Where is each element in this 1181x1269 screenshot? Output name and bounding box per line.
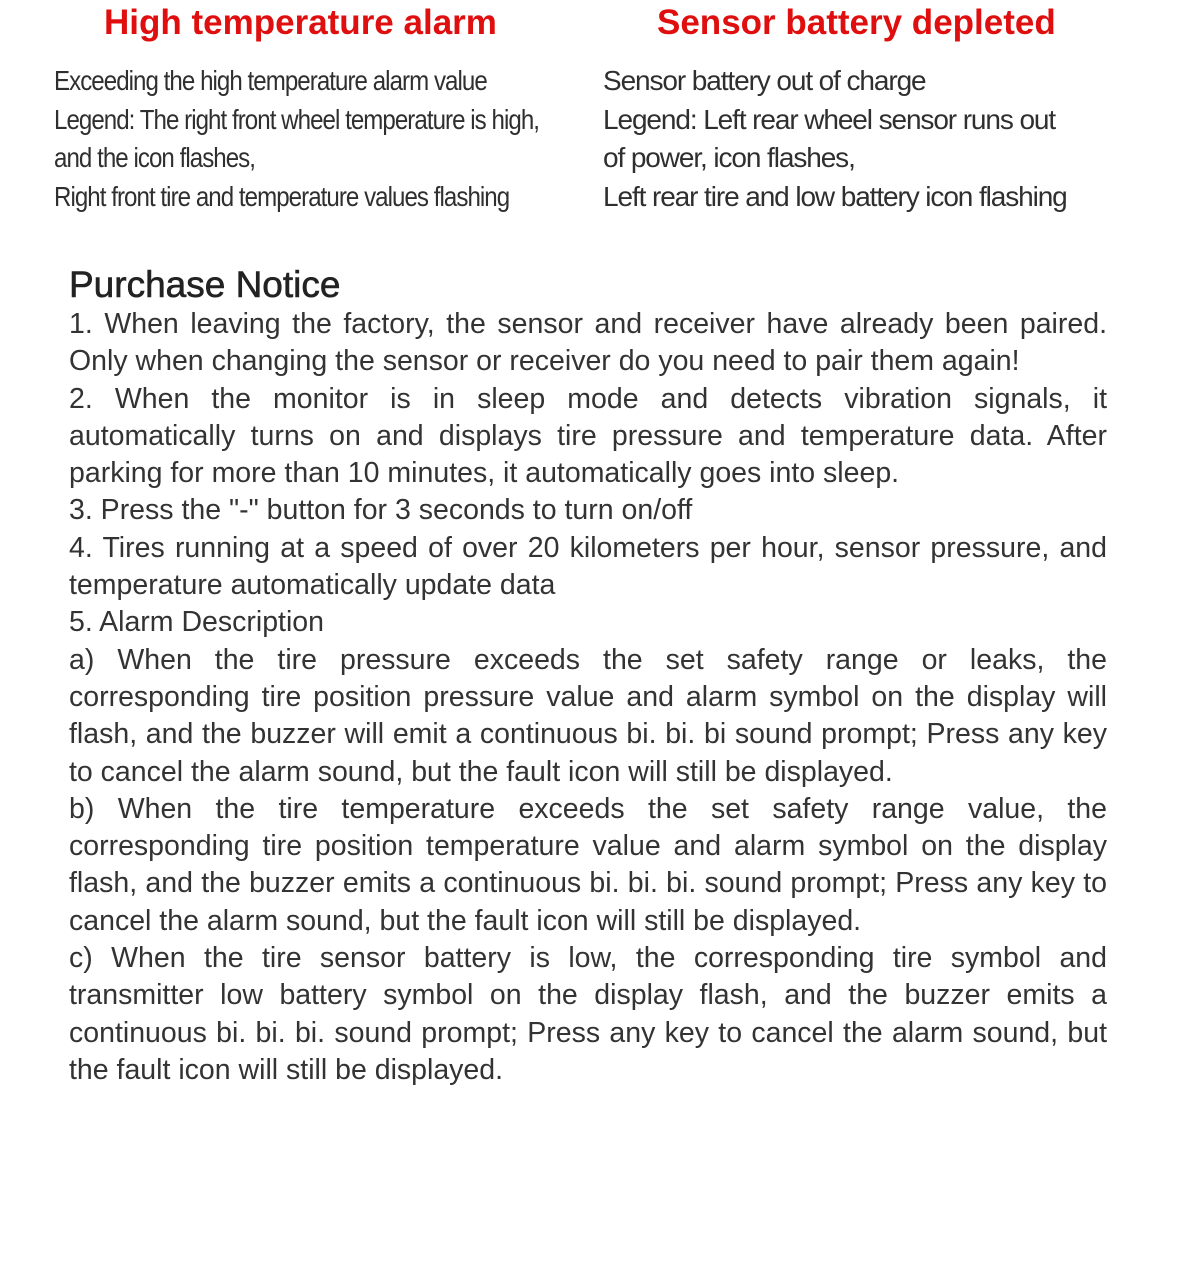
alarm-description-line: Exceeding the high temperature alarm value (54, 65, 487, 96)
alarm-legend-section (0, 0, 1181, 230)
sensor-battery-alarm-title: Sensor battery depleted (657, 3, 1056, 42)
alarm-description-line: Left rear tire and low battery icon flashing (603, 180, 1067, 212)
notice-item-temperature-alarm: b) When the tire temperature exceeds the set safety range value, the corresponding tire position temperature value and alarm symbol on the display flash, and the buzzer emits a continuous bi. bi. bi. sound prompt; Press any key to cancel the alarm sound, but the fault icon will still be displayed. (69, 792, 1107, 937)
notice-item-pressure-alarm: a) When the tire pressure exceeds the set safety range or leaks, the corresponding tire position pressure value and alarm symbol on the display will flash, and the buzzer will emit a continuous bi. bi. bi sound prompt; Press any key to cancel the alarm sound, but the fault icon will still be displayed. (69, 643, 1107, 788)
sensor-battery-alarm-column (603, 0, 1163, 216)
high-temperature-alarm-title: High temperature alarm (104, 3, 497, 42)
sensor-battery-alarm-description (603, 62, 1163, 216)
alarm-description-line: Legend: The right front wheel temperature is high, (54, 103, 540, 135)
notice-item-battery-alarm: c) When the tire sensor battery is low, the corresponding tire symbol and transmitter low battery symbol on the display flash, and the buzzer emits a continuous bi. bi. bi. sound prompt; Press any key to cancel the alarm sound, but the fault icon will still be displayed. (69, 942, 1107, 1086)
notice-item-alarm-description: 5. Alarm Description (69, 606, 325, 639)
alarm-description-line: Sensor battery out of charge (603, 65, 926, 96)
alarm-description-line: Legend: Left rear wheel sensor runs out (603, 103, 1056, 135)
purchase-notice-section (69, 262, 1107, 1089)
notice-item-power-button: 3. Press the "-" button for 3 seconds to turn on/off (69, 494, 693, 527)
alarm-description-line: Right front tire and temperature values flashing (54, 180, 510, 212)
notice-item-pairing: 1. When leaving the factory, the sensor and receiver have already been paired. Only when changing the sensor or receiver do you need to pair them again! (69, 308, 1107, 378)
notice-item-data-update: 4. Tires running at a speed of over 20 kilometers per hour, sensor pressure, and temperature automatically update data (69, 531, 1107, 602)
notice-item-sleep-mode: 2. When the monitor is in sleep mode and detects vibration signals, it automatically turns on and displays tire pressure and temperature data. After parking for more than 10 minutes, it automatically goes into sleep. (69, 382, 1107, 490)
high-temperature-alarm-column (54, 0, 594, 216)
alarm-description-line: of power, icon flashes, (603, 142, 855, 173)
high-temperature-alarm-description (54, 62, 587, 216)
purchase-notice-body (69, 306, 1107, 1089)
purchase-notice-title: Purchase Notice (69, 264, 341, 305)
alarm-description-line: and the icon flashes, (54, 142, 256, 173)
